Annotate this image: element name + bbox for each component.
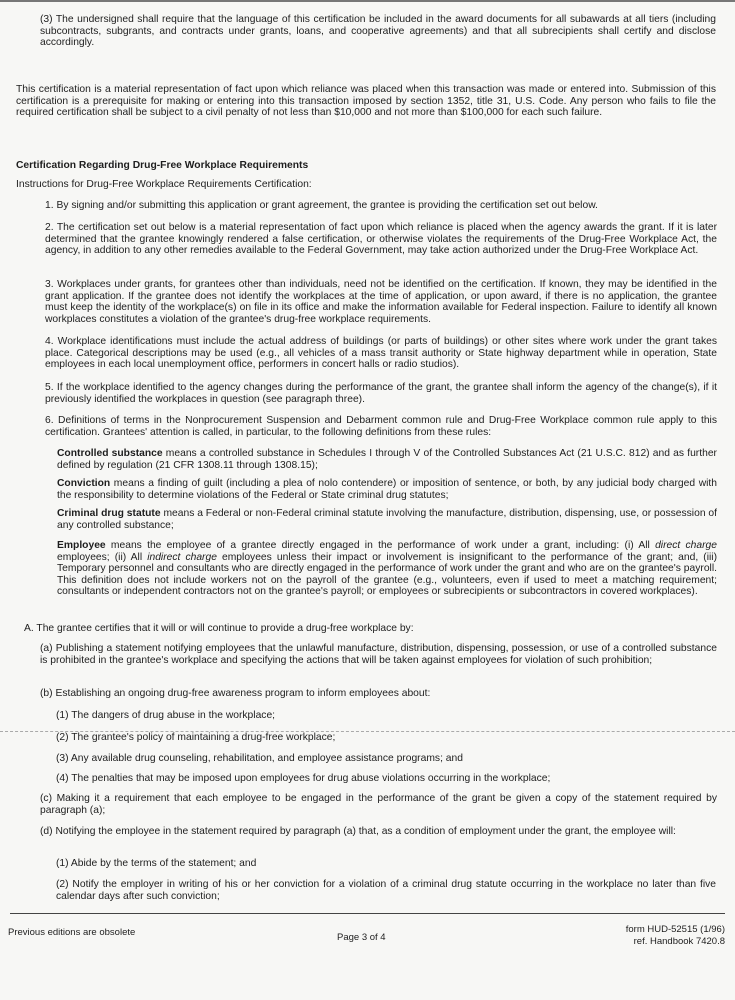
instruction-item-5: 5. If the workplace identified to the agency changes during the performance of the grant, the grantee shall inform the agency of the change(s), if it previously identified the workplaces in question (see paragraph three). xyxy=(45,382,717,405)
instruction-item-1: 1. By signing and/or submitting this application or grant agreement, the grantee is providing the certification set out below. xyxy=(45,200,598,211)
definition-text: employees unless their impact or involvement is insignificant to the performance of the grant; and, (iii) Temporary personnel and consultants who are directly engaged in the performance of work under the grant and who are on the grantee's payroll. This definition does not include workers not on the payroll of the grantee (e.g., volunteers, even if used to meet a matching requirement; consultants or independent contractors not on the grantee's payroll; or employees or subrecipients or subcontractors in covered workplaces). xyxy=(57,551,718,598)
definition-conviction xyxy=(57,478,717,501)
definition-employee xyxy=(57,540,717,598)
instructions-heading: Instructions for Drug-Free Workplace Requirements Certification: xyxy=(16,179,312,190)
definition-text: means a controlled substance in Schedules I through V of the Controlled Substances Act (21 U.S.C. 812) and as further defined by regulation (21 CFR 1308.11 through 1308.15); xyxy=(57,448,717,471)
certification-item-c: (c) Making it a requirement that each employee to be engaged in the performance of the grant be given a copy of the statement required by paragraph (a); xyxy=(40,793,717,816)
definition-text: means the employee of a grantee directly engaged in the performance of work under a grant, including: (i) All xyxy=(105,540,656,551)
instruction-item-2: 2. The certification set out below is a material representation of fact upon which reliance is placed when the agency awards the grant. If it is later determined that the grantee knowingly rendered a false certification, or otherwise violates the requirements of the Drug-Free Workplace Act, the agency, in addition to any other remedies available to the Federal Government, may take action authorized under the Drug-Free Workplace Act. xyxy=(45,222,717,257)
definition-text: means a Federal or non-Federal criminal statute involving the manufacture, distribution, dispensing, use, or possession of any controlled substance; xyxy=(57,508,717,531)
awareness-item-1: (1) The dangers of drug abuse in the workplace; xyxy=(56,710,276,721)
definition-text: means a finding of guilt (including a plea of nolo contendere) or imposition of sentence, or both, by any judicial body charged with the responsibility to determine violations of the Federal or State criminal drug statutes; xyxy=(57,478,717,501)
definition-term: Conviction xyxy=(57,478,111,489)
section-heading: Certification Regarding Drug-Free Workplace Requirements xyxy=(16,160,309,171)
certification-item-d: (d) Notifying the employee in the statement required by paragraph (a) that, as a condition of employment under the grant, the employee will: xyxy=(40,826,676,837)
handbook-reference: ref. Handbook 7420.8 xyxy=(633,936,725,947)
awareness-item-4: (4) The penalties that may be imposed upon employees for drug abuse violations occurring in the workplace; xyxy=(56,773,551,784)
form-number: form HUD-52515 (1/96) xyxy=(625,924,725,935)
certification-item-b: (b) Establishing an ongoing drug-free awareness program to inform employees about: xyxy=(40,688,431,699)
definition-term: Criminal drug statute xyxy=(57,508,161,519)
instruction-item-3: 3. Workplaces under grants, for grantees other than individuals, need not be identified on the certification. If known, they may be identified in the grant application. If the grantee does not identify the workplaces at the time of application, or upon award, if there is no application, the grantee must keep the identity of the workplace(s) on file in its office and make the information available for Federal inspection. Failure to identify all known workplaces constitutes a violation of the grantee's drug-free workplace requirements. xyxy=(45,279,717,325)
definition-emphasis: indirect charge xyxy=(147,551,217,563)
top-edge-line xyxy=(0,0,735,2)
definition-controlled-substance xyxy=(57,448,717,471)
certification-a-intro: A. The grantee certifies that it will or will continue to provide a drug-free workplace by: xyxy=(24,623,414,634)
certification-item-a: (a) Publishing a statement notifying employees that the unlawful manufacture, distribution, dispensing, possession, or use of a controlled substance is prohibited in the grantee's workplace and specifying the actions that will be taken against employees for violation of such prohibition; xyxy=(40,643,717,666)
definition-emphasis: direct charge xyxy=(655,540,717,551)
material-representation-paragraph: This certification is a material representation of fact upon which reliance was placed when this transaction was made or entered into. Submission of this certification is a prerequisite for making or entering into this transaction imposed by section 1352, title 31, U.S. Code. Any person who fails to file the required certification shall be subject to a civil penalty of not less than $10,000 and not more than $100,000 for each such failure. xyxy=(16,84,716,119)
awareness-item-3: (3) Any available drug counseling, rehabilitation, and employee assistance programs; and xyxy=(56,753,463,764)
notification-item-1: (1) Abide by the terms of the statement; and xyxy=(56,858,257,869)
awareness-item-2: (2) The grantee's policy of maintaining a drug-free workplace; xyxy=(56,732,336,743)
instruction-item-6: 6. Definitions of terms in the Nonprocurement Suspension and Debarment common rule and Drug-Free Workplace common rule apply to this certification. Grantees' attention is called, in particular, to the following definitions from these rules: xyxy=(45,415,717,438)
definition-text: employees; (ii) All xyxy=(57,551,148,563)
paragraph-3: (3) The undersigned shall require that the language of this certification be included in the award documents for all subawards at all tiers (including subcontracts, subgrants, and contracts under grants, loans, and cooperative agreements) and that all subrecipients shall certify and disclose accordingly. xyxy=(40,14,716,49)
instruction-item-4: 4. Workplace identifications must include the actual address of buildings (or parts of buildings) or other sites where work under the grant takes place. Categorical descriptions may be used (e.g., all vehicles of a mass transit authority or State highway department while in operation, State employees in each local unemployment office, performers in concert halls or radio studios). xyxy=(45,336,717,371)
definition-criminal-drug-statute xyxy=(57,508,717,531)
page-number: Page 3 of 4 xyxy=(337,932,386,943)
definition-term: Controlled substance xyxy=(57,448,163,459)
definition-term: Employee xyxy=(57,540,106,551)
footer-obsolete-note: Previous editions are obsolete xyxy=(8,927,136,938)
notification-item-2: (2) Notify the employer in writing of his or her conviction for a violation of a criminal drug statute occurring in the workplace no later than five calendar days after such conviction; xyxy=(56,879,716,902)
footer-rule xyxy=(10,913,725,914)
